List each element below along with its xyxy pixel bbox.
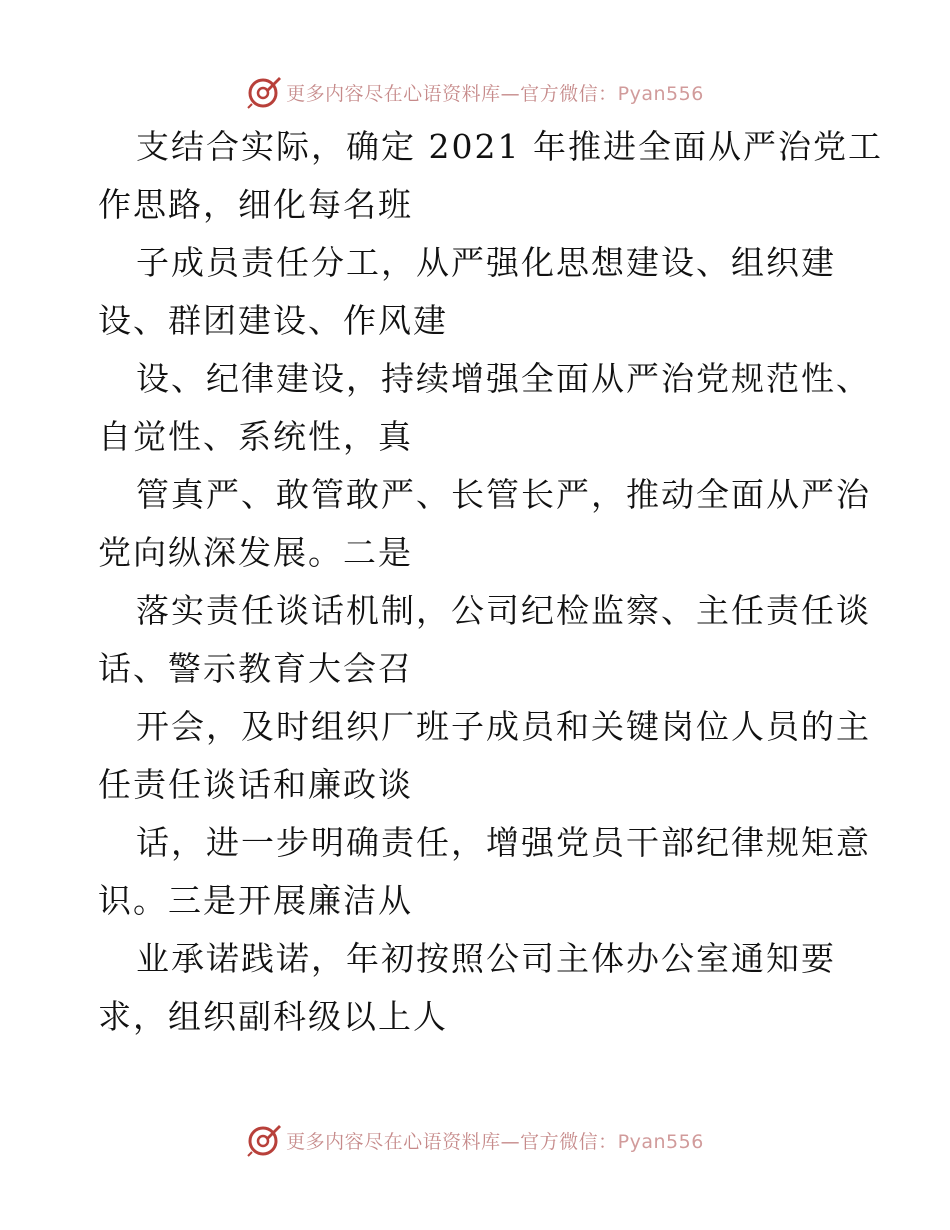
body-line: 管真严、敢管敢严、长管长严，推动全面从严治	[136, 475, 871, 514]
body-line: 支结合实际，确定 2021 年推进全面从严治党工	[136, 127, 883, 166]
watermark-wechat-id: Pyan556	[617, 82, 704, 105]
body-line: 求，组织副科级以上人	[98, 997, 448, 1036]
footer-watermark	[0, 1120, 950, 1160]
watermark-text: 更多内容尽在心语资料库—官方微信：Pyan556	[286, 1130, 704, 1153]
header-watermark	[0, 72, 950, 112]
body-line: 业承诺践诺，年初按照公司主体办公室通知要	[136, 939, 836, 978]
body-line: 识。三是开展廉洁从	[98, 881, 413, 920]
body-line: 子成员责任分工，从严强化思想建设、组织建	[136, 243, 836, 282]
body-line: 话、警示教育大会召	[98, 649, 413, 688]
watermark-wechat-id: Pyan556	[617, 1130, 704, 1153]
body-line: 作思路，细化每名班	[98, 185, 413, 224]
body-line: 党向纵深发展。二是	[98, 533, 413, 572]
body-line: 开会，及时组织厂班子成员和关键岗位人员的主	[136, 707, 871, 746]
body-line: 设、纪律建设，持续增强全面从严治党规范性、	[136, 359, 871, 398]
pen-logo-icon	[246, 74, 282, 110]
document-body	[98, 118, 883, 1046]
pen-logo-icon	[246, 1122, 282, 1158]
body-line: 落实责任谈话机制，公司纪检监察、主任责任谈	[136, 591, 871, 630]
body-line: 任责任谈话和廉政谈	[98, 765, 413, 804]
watermark-text: 更多内容尽在心语资料库—官方微信：Pyan556	[286, 82, 704, 105]
body-line: 话，进一步明确责任，增强党员干部纪律规矩意	[136, 823, 871, 862]
body-line: 自觉性、系统性，真	[98, 417, 413, 456]
body-line: 设、群团建设、作风建	[98, 301, 448, 340]
